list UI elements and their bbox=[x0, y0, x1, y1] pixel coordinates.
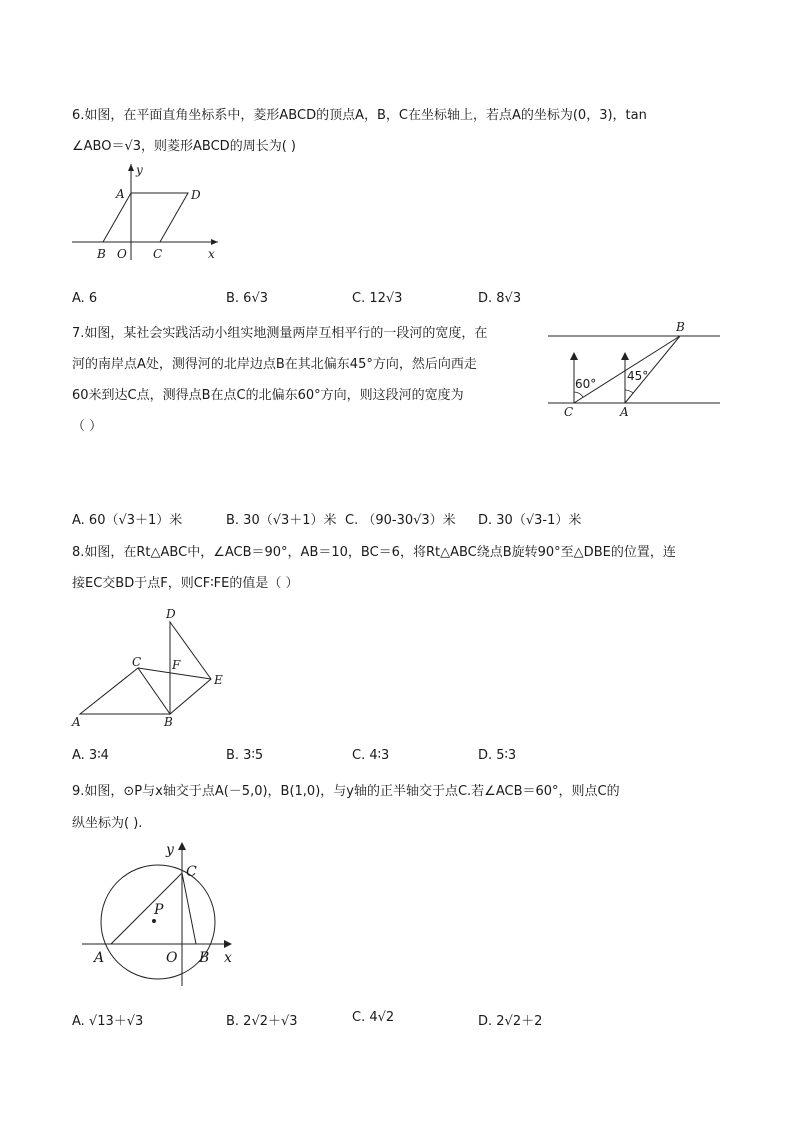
label-60deg: 60° bbox=[575, 377, 597, 391]
chord-ac bbox=[111, 873, 182, 944]
q9-figure bbox=[78, 838, 243, 990]
q8-option-a[interactable]: A. 3∶4 bbox=[72, 748, 109, 763]
q7-stem-line3: 60米到达C点，测得点B在点C的北偏东60°方向，则这段河的宽度为 bbox=[72, 388, 464, 403]
label-A: A bbox=[94, 950, 105, 966]
q7-stem-line1: 7.如图，某社会实践活动小组实地测量两岸互相平行的一段河的宽度，在 bbox=[72, 326, 488, 341]
label-A: A bbox=[620, 405, 629, 419]
q8-option-b[interactable]: B. 3∶5 bbox=[226, 748, 264, 763]
label-A: A bbox=[116, 187, 125, 201]
label-F: F bbox=[172, 658, 181, 672]
label-B: B bbox=[164, 715, 173, 729]
triangle-abc bbox=[80, 668, 170, 714]
label-x: x bbox=[224, 950, 232, 966]
north-arrow-a-head bbox=[621, 352, 629, 360]
q9-option-b[interactable]: B. 2√2＋√3 bbox=[226, 1014, 298, 1029]
x-axis-arrow bbox=[224, 940, 232, 948]
label-D: D bbox=[191, 188, 201, 202]
label-45deg: 45° bbox=[627, 369, 649, 383]
label-O: O bbox=[117, 247, 127, 261]
q9-option-d[interactable]: D. 2√2＋2 bbox=[478, 1014, 543, 1029]
label-B: B bbox=[676, 320, 685, 334]
angle-arc-60 bbox=[574, 392, 583, 397]
q7-option-b[interactable]: B. 30（√3＋1）米 bbox=[226, 513, 337, 528]
q6-stem-line2: ∠ABO＝√3，则菱形ABCD的周长为( ) bbox=[72, 139, 296, 154]
q7-option-c[interactable]: C. （90-30√3）米 bbox=[345, 513, 456, 528]
q8-stem-line2: 接EC交BD于点F，则CF∶FE的值是（ ） bbox=[72, 576, 299, 591]
label-C: C bbox=[153, 247, 163, 261]
q9-option-c[interactable]: C. 4√2 bbox=[352, 1010, 395, 1025]
label-P: P bbox=[154, 902, 164, 918]
q8-stem-line1: 8.如图，在Rt△ABC中，∠ACB＝90°，AB＝10，BC＝6，将Rt△ABC绕点B旋转90°至△DBE的位置，连 bbox=[72, 545, 676, 560]
q6-stem-line1: 6.如图，在平面直角坐标系中，菱形ABCD的顶点A，B，C在坐标轴上，若点A的坐标为(0，3)，tan bbox=[72, 108, 647, 123]
q6-option-d[interactable]: D. 8√3 bbox=[478, 291, 522, 306]
chord-cb bbox=[182, 873, 196, 944]
q7-option-d[interactable]: D. 30（√3-1）米 bbox=[478, 513, 582, 528]
label-C: C bbox=[132, 655, 142, 669]
label-B: B bbox=[97, 247, 106, 261]
q7-stem-line2: 河的南岸点A处，测得河的北岸边点B在其北偏东45°方向，然后向西走 bbox=[72, 357, 477, 372]
q9-stem-line2: 纵坐标为( ). bbox=[72, 816, 143, 831]
q9-stem-line1: 9.如图，⊙P与x轴交于点A(－5,0)，B(1,0)，与y轴的正半轴交于点C.若∠ACB＝60°，则点C的 bbox=[72, 784, 620, 799]
y-axis-arrow bbox=[128, 164, 134, 171]
angle-arc-45 bbox=[625, 390, 633, 393]
q8-option-d[interactable]: D. 5∶3 bbox=[478, 748, 517, 763]
q6-option-c[interactable]: C. 12√3 bbox=[352, 291, 403, 306]
q8-option-c[interactable]: C. 4∶3 bbox=[352, 748, 390, 763]
q6-figure bbox=[70, 160, 230, 265]
q7-figure bbox=[540, 318, 725, 420]
label-y: y bbox=[166, 842, 174, 858]
north-arrow-c-head bbox=[570, 352, 578, 360]
q7-option-a[interactable]: A. 60（√3＋1）米 bbox=[72, 513, 183, 528]
label-O: O bbox=[166, 950, 178, 966]
label-D: D bbox=[166, 607, 176, 621]
q7-stem-line4: （ ） bbox=[72, 419, 103, 434]
label-x: x bbox=[208, 247, 215, 261]
y-axis-arrow bbox=[178, 842, 186, 850]
label-B: B bbox=[199, 950, 210, 966]
q8-figure bbox=[66, 600, 241, 732]
q6-option-a[interactable]: A. 6 bbox=[72, 291, 98, 306]
label-A: A bbox=[72, 715, 81, 729]
q6-option-b[interactable]: B. 6√3 bbox=[226, 291, 269, 306]
circle-p bbox=[101, 865, 215, 979]
label-C: C bbox=[564, 405, 574, 419]
label-C: C bbox=[186, 864, 197, 880]
label-E: E bbox=[214, 673, 223, 687]
center-p-dot bbox=[152, 919, 156, 923]
x-axis-arrow bbox=[211, 239, 218, 245]
label-y: y bbox=[136, 163, 143, 177]
q9-option-a[interactable]: A. √13＋√3 bbox=[72, 1014, 144, 1029]
